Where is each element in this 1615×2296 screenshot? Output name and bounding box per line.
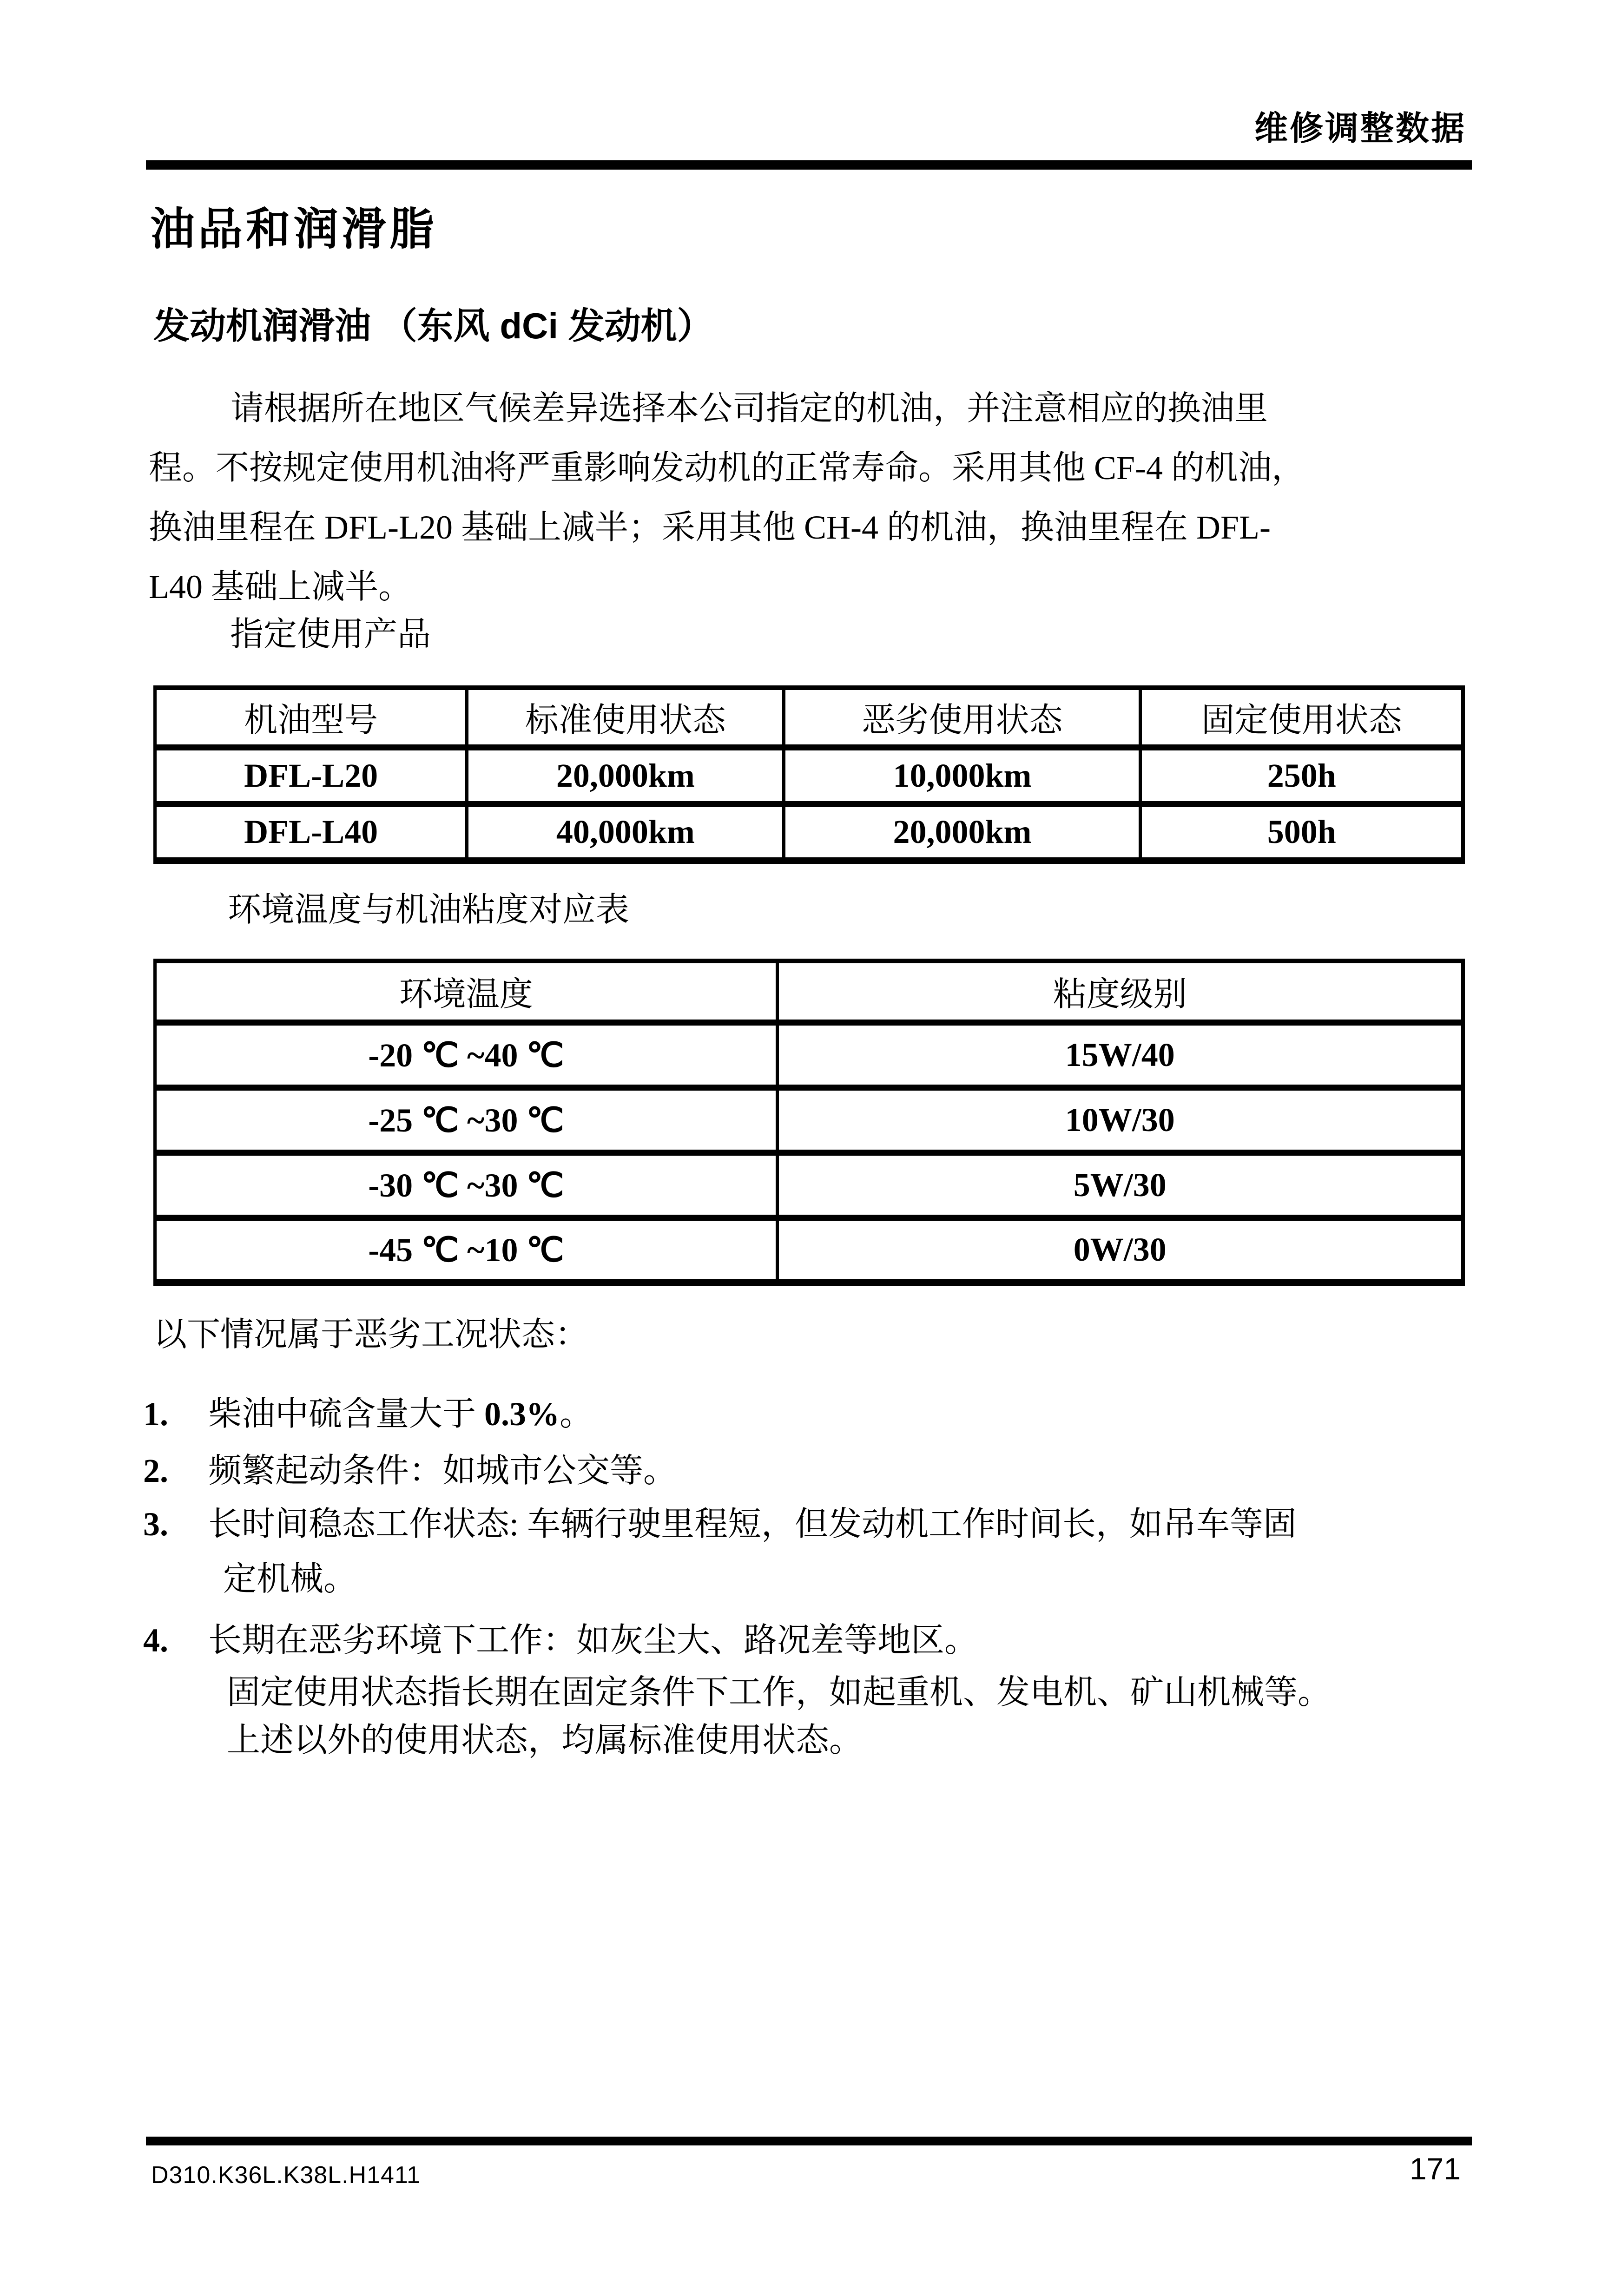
oil-products-table <box>153 685 1465 864</box>
table-cell: 15W/40 <box>777 1022 1463 1087</box>
list-item-text-bold: 0.3% <box>484 1395 560 1433</box>
note-line: 固定使用状态指长期在固定条件下工作，如起重机、发电机、矿山机械等。 <box>227 1674 1332 1711</box>
table-header-row <box>155 961 1463 1022</box>
footer-rule <box>146 2137 1472 2145</box>
note-line: 上述以外的使用状态，均属标准使用状态。 <box>227 1722 863 1759</box>
column-header: 粘度级别 <box>777 961 1463 1022</box>
list-item-text: 柴油中硫含量大于 <box>208 1395 485 1433</box>
table-cell: -25 ℃ ~30 ℃ <box>155 1087 778 1152</box>
table-cell: -45 ℃ ~10 ℃ <box>155 1217 778 1283</box>
table-cell: 40,000km <box>467 804 784 861</box>
list-item-number: 4. <box>143 1622 168 1659</box>
intro-line: 程。不按规定使用机油将严重影响发动机的正常寿命。采用其他 CF-4 的机油， <box>149 449 1305 487</box>
list-item-number: 3. <box>143 1506 168 1543</box>
severe-conditions-intro: 以下情况属于恶劣工况状态： <box>153 1316 589 1353</box>
list-item <box>143 1452 1477 1489</box>
header-rule <box>146 160 1472 170</box>
intro-line: 换油里程在 DFL-L20 基础上减半；采用其他 CH-4 的机油，换油里程在 DFL- <box>149 509 1271 546</box>
table-cell: DFL-L40 <box>155 804 467 861</box>
table-row <box>155 1152 1463 1217</box>
table-cell: -30 ℃ ~30 ℃ <box>155 1152 778 1217</box>
list-item-number: 2. <box>143 1452 168 1489</box>
column-header: 机油型号 <box>155 688 467 747</box>
table-cell: 10W/30 <box>777 1087 1463 1152</box>
table-cell: 0W/30 <box>777 1217 1463 1283</box>
list-item-text: 长期在恶劣环境下工作：如灰尘大、路况差等地区。 <box>208 1622 978 1659</box>
running-header-label: 维修调整数据 <box>1254 110 1466 147</box>
table-cell: 5W/30 <box>777 1152 1463 1217</box>
intro-line: 请根据所在地区气候差异选择本公司指定的机油，并注意相应的换油里 <box>231 390 1268 427</box>
list-item <box>143 1506 1477 1543</box>
column-header: 固定使用状态 <box>1140 688 1463 747</box>
table-row <box>155 747 1463 804</box>
table-cell: 500h <box>1140 804 1463 861</box>
list-item-text: 频繁起动条件：如城市公交等。 <box>208 1452 677 1489</box>
list-item <box>143 1395 1477 1433</box>
list-item-wrapped-line: 定机械。 <box>223 1560 357 1598</box>
section-heading: 发动机润滑油 （东风 dCi 发动机） <box>153 305 713 346</box>
table-cell: 250h <box>1140 747 1463 804</box>
list-item <box>143 1622 1477 1659</box>
table-cell: DFL-L20 <box>155 747 467 804</box>
column-header: 环境温度 <box>155 961 778 1022</box>
table-header-row <box>155 688 1463 747</box>
page-title: 油品和润滑脂 <box>150 204 437 254</box>
footer-doc-code: D310.K36L.K38L.H1411 <box>151 2162 421 2189</box>
table-cell: 10,000km <box>784 747 1140 804</box>
viscosity-table <box>153 959 1465 1286</box>
table-row <box>155 1087 1463 1152</box>
table-row <box>155 1217 1463 1283</box>
list-item-number: 1. <box>143 1395 168 1433</box>
table-row <box>155 804 1463 861</box>
list-item-text: 。 <box>560 1395 593 1433</box>
column-header: 恶劣使用状态 <box>784 688 1140 747</box>
table-cell: 20,000km <box>467 747 784 804</box>
products-label: 指定使用产品 <box>230 616 431 653</box>
viscosity-label: 环境温度与机油粘度对应表 <box>228 891 630 928</box>
column-header: 标准使用状态 <box>467 688 784 747</box>
footer-page-number: 171 <box>1409 2151 1461 2186</box>
intro-line: L40 基础上减半。 <box>149 568 412 605</box>
table-row <box>155 1022 1463 1087</box>
list-item-text: 长时间稳态工作状态: 车辆行驶里程短，但发动机工作时间长，如吊车等固 <box>208 1506 1297 1543</box>
intro-paragraph <box>149 379 1476 617</box>
table-cell: -20 ℃ ~40 ℃ <box>155 1022 778 1087</box>
table-cell: 20,000km <box>784 804 1140 861</box>
